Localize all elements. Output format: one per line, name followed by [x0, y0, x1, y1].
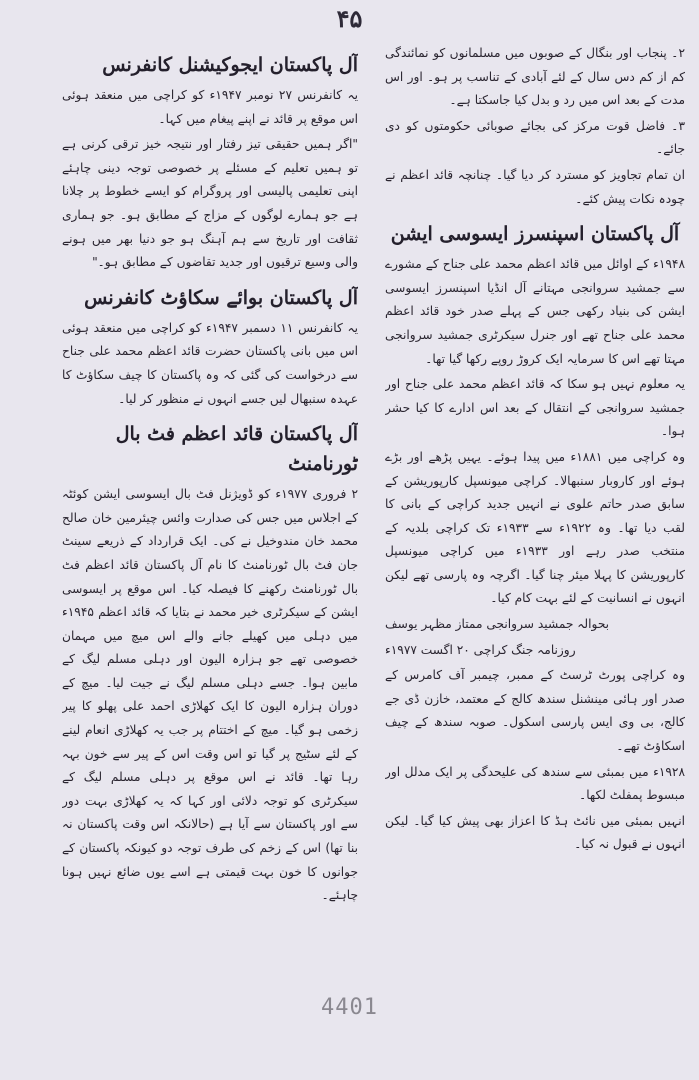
- attribution: بحوالہ جمشید سروانجی ممتاز مظہر یوسف: [385, 617, 610, 632]
- paragraph: ان تمام تجاویز کو مسترد کر دیا گیا۔ چنانچہ قائد اعظم نے چودہ نکات پیش کئے۔: [385, 167, 685, 206]
- paragraph: یہ معلوم نہیں ہو سکا کہ قائد اعظم محمد علی جناح اور جمشید سروانجی کے انتقال کے بعد اس ادارے کا کیا حشر ہوا۔: [385, 377, 685, 439]
- paragraph: ۱۹۴۸ء کے اوائل میں قائد اعظم محمد علی جناح کے مشورے سے جمشید سروانجی مہتانے آل انڈیا اسپنسرز ایسوسی ایشن کی بنیاد رکھی جس کے پہلے صدر خود قائد اعظم محمد علی جناح تھے اور جنرل سیکرٹری جمشید سروانجی مہتا تھے اس کا سرمایہ ایک کروڑ روپے رکھا گیا تھا۔: [385, 257, 685, 366]
- paragraph: ۲۔ پنجاب اور بنگال کے صوبوں میں مسلمانوں کو نمائندگی کم از کم دس سال کے لئے آبادی کے تناسب پر ہو۔ اور اس مدت کے بعد اس میں رد و بدل کیا جاسکتا ہے۔: [385, 46, 685, 108]
- right-column: [385, 42, 685, 962]
- left-column: [62, 42, 358, 980]
- attribution-source: روزنامہ جنگ کراچی ۲۰ اگست ۱۹۷۷ء: [385, 642, 576, 657]
- paragraph: انہیں بمبئی میں نائٹ ہڈ کا اعزاز بھی پیش کیا گیا۔ لیکن انہوں نے قبول نہ کیا۔: [385, 813, 685, 852]
- paragraph: ۳۔ فاضل قوت مرکز کی بجائے صوبائی حکومتوں کو دی جائے۔: [385, 118, 685, 157]
- section-heading: آل پاکستان قائد اعظم فٹ بال ٹورنامنٹ: [115, 423, 358, 476]
- paragraph: یہ کانفرنس ۲۷ نومبر ۱۹۴۷ء کو کراچی میں منعقد ہوئی اس موقع پر قائد نے اپنے پیغام میں کہا۔: [62, 88, 358, 126]
- quote-paragraph: "اگر ہمیں حقیقی تیز رفتار اور نتیجہ خیز ترقی کرنی ہے تو ہمیں تعلیم کے مسئلے پر خصوصی توجہ دینی چاہئے اپنی تعلیمی پالیسی اور پروگرام کو ایسے خطوط پر چلانا ہے جو ہمارے لوگوں کے مزاج کے مطابق ہو۔ جو ہماری ثقافت اور تاریخ سے ہم آہنگ ہو جو دنیا بھر میں ہونے والی وسیع ترقیوں اور جدید تقاضوں کے مطابق ہو۔": [62, 137, 358, 270]
- page-number: ۴۵: [336, 4, 363, 33]
- paragraph: یہ کانفرنس ۱۱ دسمبر ۱۹۴۷ء کو کراچی میں منعقد ہوئی اس میں بانی پاکستان حضرت قائد اعظم محمد علی جناح سے درخواست کی گئی کہ وہ پاکستان کا چیف سکاؤٹ کا عہدہ سنبھال لیں جسے انہوں نے منظور کر لیا۔: [62, 320, 358, 406]
- paragraph: وہ کراچی میں ۱۸۸۱ء میں پیدا ہوئے۔ یہیں پڑھے اور بڑے ہوئے اور کاروبار سنبھالا۔ کراچی میونسپل کارپوریشن کے سابق صدر حاتم علوی نے انہیں جدید کراچی کے بانی کا لقب دیا تھا۔ وہ ۱۹۲۲ء سے ۱۹۳۳ء تک کراچی بلدیہ کے منتخب صدر رہے اور ۱۹۳۳ء میں کراچی میونسپل کارپوریشن کا پہلا میئر چنا گیا۔ اگرچہ وہ پارسی تھے لیکن انہوں نے انسانیت کے لئے بہت کام کیا۔: [385, 449, 685, 606]
- section-heading: آل پاکستان بوائے سکاؤٹ کانفرنس: [84, 286, 358, 309]
- section-heading: آل پاکستان ایجوکیشنل کانفرنس: [102, 54, 358, 76]
- section-heading: آل پاکستان اسپنسرز ایسوسی ایشن: [390, 223, 680, 246]
- paragraph: ۱۹۲۸ء میں بمبئی سے سندھ کی علیحدگی پر ایک مدلل اور مبسوط پمفلٹ لکھا۔: [385, 764, 685, 803]
- paragraph: ۲ فروری ۱۹۷۷ء کو ڈویژنل فٹ بال ایسوسی ایشن کوئٹہ کے اجلاس میں جس کی صدارت وائس چیئرمین خان صالح محمد خان مندوخیل نے کی۔ ایک قرارداد کے ذریعے سینٹ جان فٹ بال ٹورنامنٹ کا نام آل پاکستان قائد اعظم فٹ بال ٹورنامنٹ رکھنے کا فیصلہ کیا۔ اس موقع پر ایسوسی ایشن کے سیکرٹری خیر محمد نے بتایا کہ قائد اعظم ۱۹۴۵ء میں دہلی میں کھیلے جانے والے اس میچ میں مہمان خصوصی تھے جو ہزارہ الیون اور دہلی مسلم لیگ کے مابین ہوا۔ جسے دہلی مسلم لیگ نے جیت لیا۔ میچ کے دوران ہزارہ الیون کا ایک کھلاڑی احمد علی پھلو کا پیر زخمی ہو گیا۔ میچ کے اختتام پر جب یہ کھلاڑی انعام لینے کے لئے سٹیج پر گیا تو اس وقت اس کے پیر سے خون بہہ رہا تھا۔ قائد نے اس موقع پر دہلی مسلم لیگ کے سیکرٹری کو توجہ دلائی اور کہا کہ یہ کھلاڑی بہت دور سے اور پاکستان سے آیا ہے (حالانکہ اس وقت پاکستان نہ بنا تھا) اس کے زخم کی طرف توجہ دو کیونکہ پاکستان کے جوانوں کا خون بہت قیمتی ہے اسے یوں ضائع نہیں ہونا چاہئے۔: [62, 487, 358, 903]
- paragraph: وہ کراچی پورٹ ٹرسٹ کے ممبر، چیمبر آف کامرس کے صدر اور ہائی مینشنل سندھ کالج کے معتمد، خازن ڈی جے کالج، بی وی ایس پارسی اسکول۔ صوبہ سندھ کے چیف اسکاؤٹ تھے۔: [385, 668, 685, 754]
- archive-stamp: 4401: [321, 995, 378, 1020]
